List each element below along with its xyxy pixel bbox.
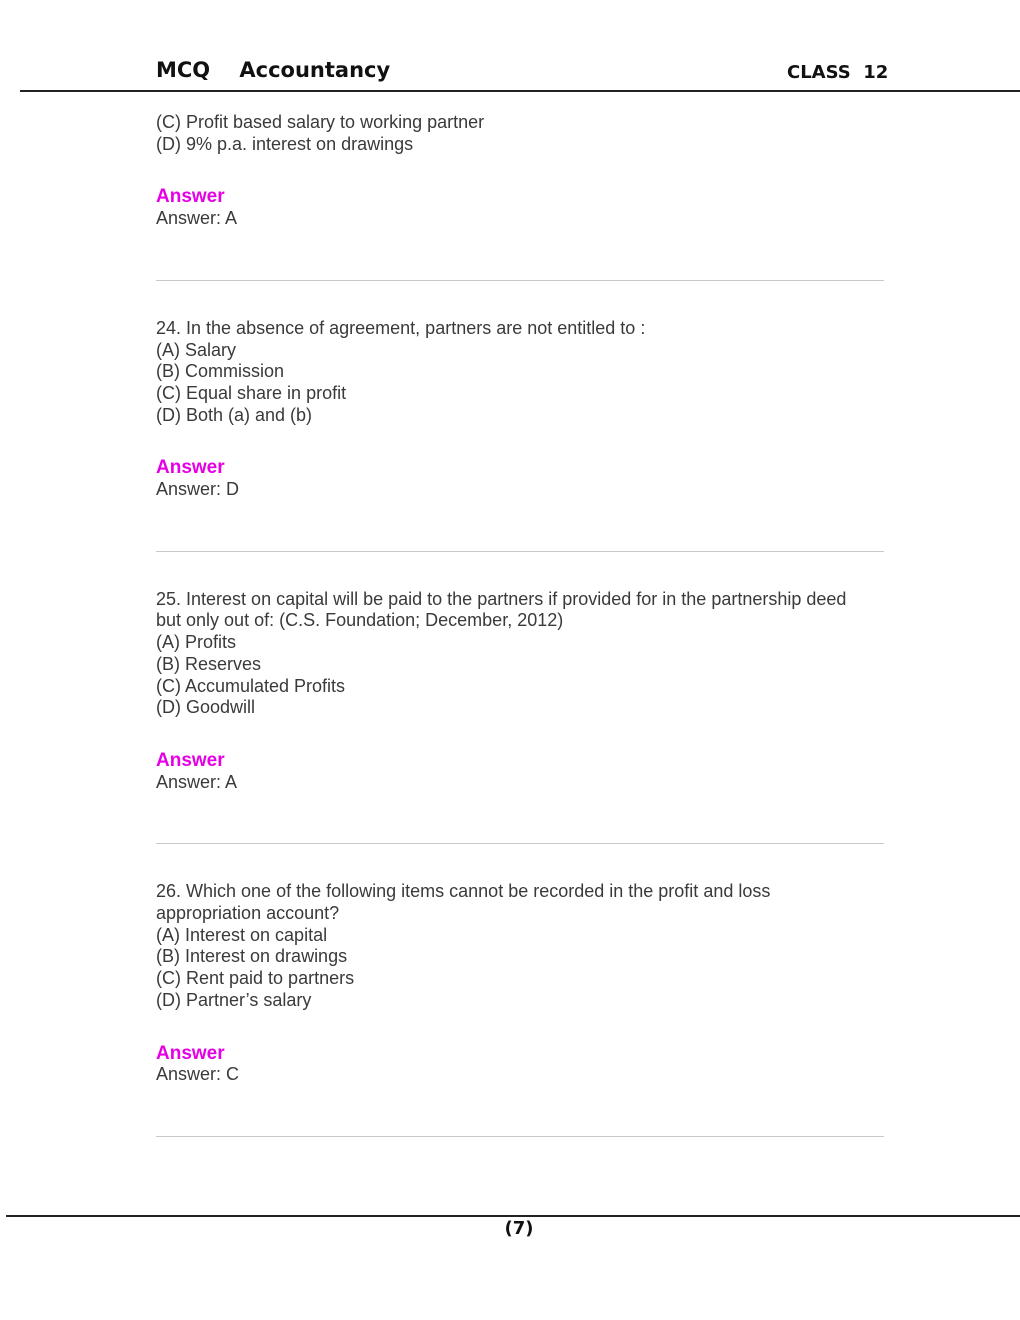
- question-block-23: [156, 112, 884, 281]
- page-number: (7): [504, 1218, 534, 1239]
- question-text: 25. Interest on capital will be paid to the partners if provided for in the partnership deed: [156, 588, 847, 609]
- option-d: (D) Partner’s salary: [156, 989, 312, 1010]
- question-text: 24. In the absence of agreement, partners are not entitled to :: [156, 317, 646, 338]
- answer-text: Answer: D: [156, 479, 240, 500]
- footer-divider: [6, 1215, 1020, 1217]
- question-divider: [156, 551, 884, 552]
- option-a: (A) Interest on capital: [156, 924, 328, 945]
- question-text-continued: but only out of: (C.S. Foundation; December, 2012): [156, 610, 564, 631]
- question-divider: [156, 1136, 884, 1137]
- question-block-25: [156, 589, 884, 845]
- option-b: (B) Interest on drawings: [156, 946, 348, 967]
- option-d: (D) 9% p.a. interest on drawings: [156, 133, 414, 154]
- answer-heading: Answer: [156, 457, 225, 479]
- answer-heading: Answer: [156, 1042, 225, 1064]
- option-a: (A) Salary: [156, 339, 237, 360]
- answer-text: Answer: A: [156, 208, 238, 229]
- question-block-24: [156, 318, 884, 552]
- question-block-26: [156, 881, 884, 1137]
- header-divider: [20, 90, 1020, 92]
- answer-text: Answer: A: [156, 771, 238, 792]
- answer-heading: Answer: [156, 186, 225, 208]
- answer-text: Answer: C: [156, 1064, 240, 1085]
- option-c: (C) Profit based salary to working partner: [156, 112, 485, 132]
- option-b: (B) Commission: [156, 361, 285, 382]
- option-c: (C) Rent paid to partners: [156, 968, 355, 989]
- document-title: MCQ Accountancy: [156, 58, 391, 82]
- answer-heading: Answer: [156, 749, 225, 771]
- question-divider: [156, 843, 884, 844]
- option-b: (B) Reserves: [156, 653, 262, 674]
- question-list: [156, 112, 884, 1174]
- option-a: (A) Profits: [156, 632, 237, 653]
- option-c: (C) Accumulated Profits: [156, 675, 346, 696]
- question-text: 26. Which one of the following items cannot be recorded in the profit and loss: [156, 881, 771, 902]
- question-divider: [156, 280, 884, 281]
- option-c: (C) Equal share in profit: [156, 382, 347, 403]
- class-label: CLASS 12: [787, 62, 889, 83]
- question-text-continued: appropriation account?: [156, 903, 340, 924]
- page-header: [0, 0, 1020, 92]
- option-d: (D) Both (a) and (b): [156, 404, 313, 425]
- option-d: (D) Goodwill: [156, 697, 256, 718]
